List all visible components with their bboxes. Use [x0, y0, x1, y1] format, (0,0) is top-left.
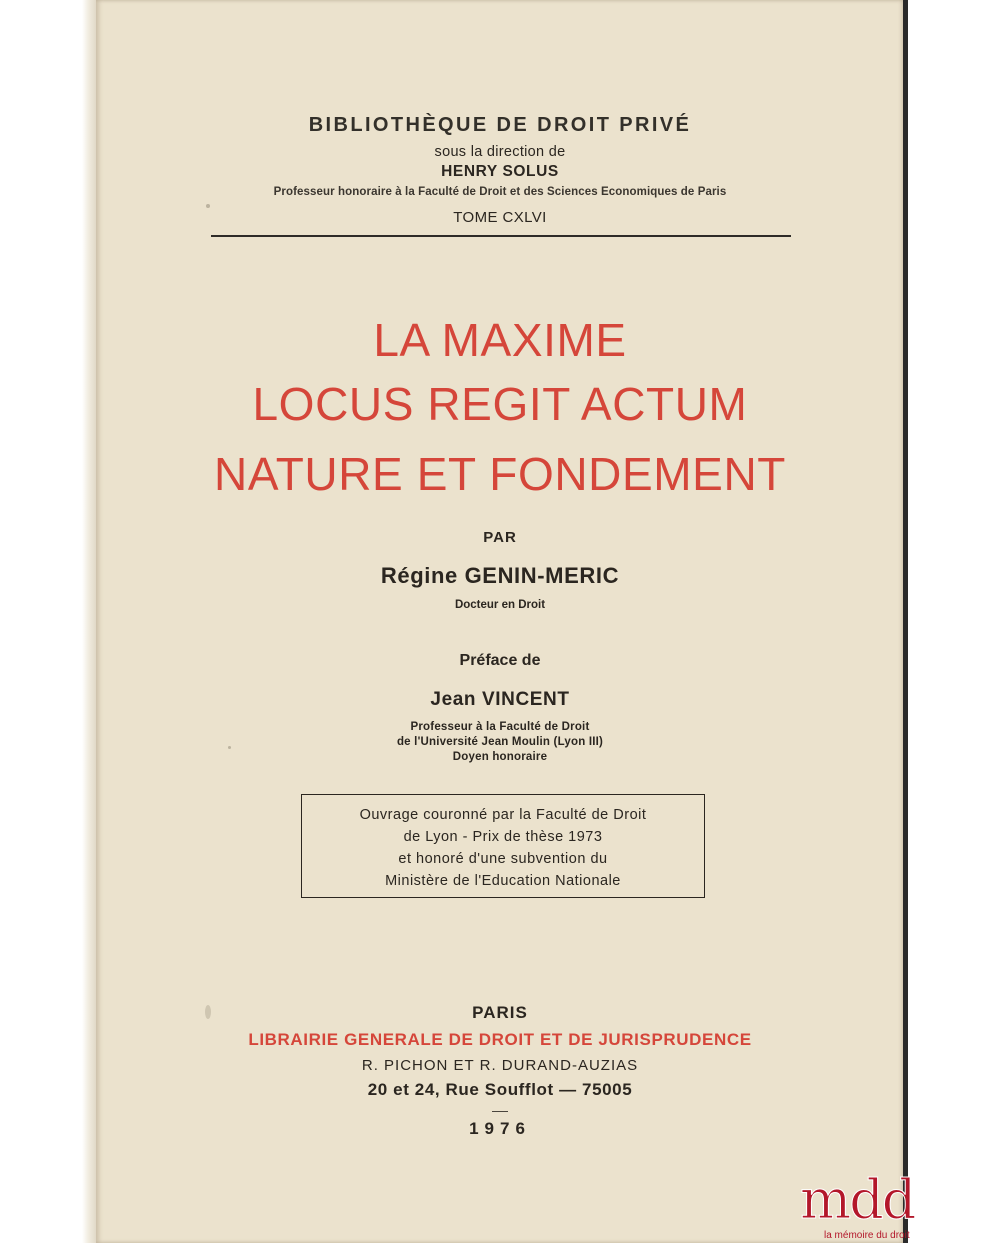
prefacer-name: Jean VINCENT	[430, 689, 570, 710]
book-title-line: NATURE ET FONDEMENT	[214, 448, 786, 500]
award-line: Ministère de l'Education Nationale	[385, 873, 621, 889]
by-label: PAR	[483, 529, 517, 546]
award-line: et honoré d'une subvention du	[398, 851, 608, 867]
series-title: BIBLIOTHÈQUE DE DROIT PRIVÉ	[308, 114, 692, 136]
award-line: de Lyon - Prix de thèse 1973	[403, 829, 603, 845]
publisher-address: 20 et 24, Rue Soufflot — 75005	[367, 1080, 633, 1099]
paper-spot	[206, 204, 210, 208]
author-name: Régine GENIN-MERIC	[380, 563, 620, 588]
direction-label: sous la direction de	[434, 144, 566, 160]
mdd-logo-text: mdd	[800, 1168, 915, 1231]
series-director: HENRY SOLUS	[441, 163, 559, 180]
award-line: Ouvrage couronné par la Faculté de Droit	[359, 807, 647, 823]
award-box	[301, 794, 705, 898]
book-title-line: LOCUS REGIT ACTUM	[252, 378, 748, 430]
mdd-logo-tagline: la mémoire du droit	[824, 1230, 910, 1241]
tome-number: TOME CXLVI	[453, 209, 547, 226]
publication-year: 1976	[469, 1119, 531, 1138]
year-divider	[492, 1111, 508, 1112]
series-director-title: Professeur honoraire à la Faculté de Droit et des Sciences Economiques de Paris	[273, 186, 727, 198]
preface-label: Préface de	[459, 652, 541, 669]
publisher-partners: R. PICHON ET R. DURAND-AUZIAS	[361, 1057, 639, 1074]
prefacer-title-line: Professeur à la Faculté de Droit	[410, 721, 590, 733]
author-title: Docteur en Droit	[454, 599, 546, 611]
publication-city: PARIS	[472, 1003, 528, 1022]
publisher-name: LIBRAIRIE GENERALE DE DROIT ET DE JURISPRUDENCE	[248, 1030, 752, 1049]
header-divider	[211, 235, 791, 237]
mdd-watermark-logo	[800, 1168, 915, 1243]
book-title-line: LA MAXIME	[373, 314, 627, 366]
prefacer-title-line: de l'Université Jean Moulin (Lyon III)	[396, 736, 604, 748]
prefacer-title-line: Doyen honoraire	[452, 751, 548, 763]
